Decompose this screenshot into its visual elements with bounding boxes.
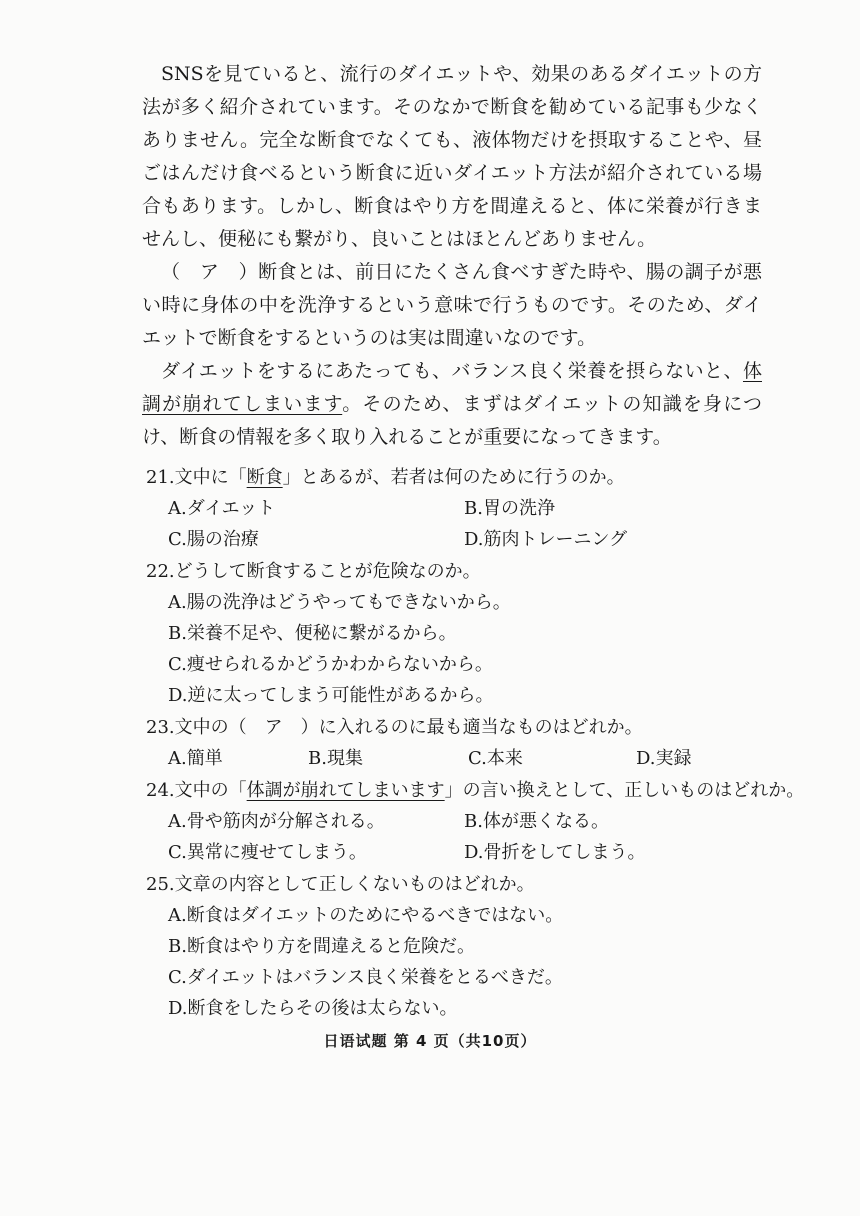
question-23: [146, 712, 786, 774]
question-22: [146, 556, 786, 711]
question-23-option-b[interactable]: B.現集: [308, 748, 363, 769]
question-24-stem-after: 」の言い換えとして、正しいものはどれか。: [444, 780, 805, 801]
question-21-stem: [146, 462, 786, 493]
question-22-stem: 22.どうして断食することが危険なのか。: [146, 561, 481, 582]
question-21-stem-underlined: 断食: [246, 467, 283, 488]
question-24-option-b[interactable]: B.体が悪くなる。: [464, 811, 609, 832]
question-21-stem-before: 21.文中に「: [146, 467, 247, 488]
question-24-option-a[interactable]: A.骨や筋肉が分解される。: [168, 811, 385, 832]
question-23-option-a[interactable]: A.簡単: [168, 748, 223, 769]
passage-p3-underlined: 体調が崩れてしまいます: [142, 360, 762, 415]
question-21-option-c[interactable]: C.腸の治療: [168, 529, 259, 550]
question-25-option-c[interactable]: C.ダイエットはバランス良く栄養をとるべきだ。: [168, 967, 563, 988]
question-24-stem: [146, 775, 805, 806]
question-22-option-c[interactable]: C.痩せられるかどうかわからないから。: [168, 654, 493, 675]
question-22-option-d[interactable]: D.逆に太ってしまう可能性があるから。: [168, 685, 494, 706]
question-25-option-d[interactable]: D.断食をしたらその後は太らない。: [168, 998, 458, 1019]
page-footer: 日语试题 第 4 页（共10页）: [323, 1032, 537, 1050]
question-list: [146, 462, 805, 1025]
passage-paragraph-3: [142, 355, 762, 454]
question-23-stem: 23.文中の（ ア ）に入れるのに最も適当なものはどれか。: [146, 717, 643, 738]
question-24-option-d[interactable]: D.骨折をしてしまう。: [464, 842, 646, 863]
question-24-stem-underlined: 体調が崩れてしまいます: [246, 780, 445, 801]
question-21-options: [168, 493, 786, 555]
question-21-option-b[interactable]: B.胃の洗浄: [464, 498, 555, 519]
question-24-stem-before: 24.文中の「: [146, 780, 247, 801]
passage-paragraph-2: （ ア ）断食とは、前日にたくさん食べすぎた時や、腸の調子が悪い時に身体の中を洗浄するという意味で行うものです。そのため、ダイエットで断食をするというのは実は間違いなのです。: [142, 261, 762, 349]
passage-p3-after: 。そのため、まずはダイエットの知識を身につけ、断食の情報を多く取り入れることが重要になってきます。: [142, 393, 763, 448]
reading-passage: [142, 58, 762, 454]
question-21: [146, 462, 786, 555]
question-25-options: [168, 900, 786, 1024]
passage-paragraph-1: SNSを見ていると、流行のダイエットや、効果のあるダイエットの方法が多く紹介されています。そのなかで断食を勧めている記事も少なくありません。完全な断食でなくても、液体物だけを摂取することや、昼ごはんだけ食べるという断食に近いダイエット方法が紹介されている場合もあります。しかし、断食はやり方を間違えると、体に栄養が行きませんし、便秘にも繋がり、良いことはほとんどありません。: [142, 63, 762, 250]
question-22-option-a[interactable]: A.腸の洗浄はどうやってもできないから。: [168, 592, 511, 613]
question-23-option-c[interactable]: C.本来: [468, 748, 523, 769]
question-25-option-a[interactable]: A.断食はダイエットのためにやるべきではない。: [168, 905, 564, 926]
question-22-option-b[interactable]: B.栄養不足や、便秘に繋がるから。: [168, 623, 457, 644]
question-21-stem-after: 」とあるが、若者は何のために行うのか。: [282, 467, 625, 488]
passage-p3-before: ダイエットをするにあたっても、バランス良く栄養を摂らないと、: [161, 360, 743, 382]
question-24-option-c[interactable]: C.異常に痩せてしまう。: [168, 842, 367, 863]
question-25: [146, 869, 786, 1024]
question-21-option-a[interactable]: A.ダイエット: [168, 498, 276, 519]
question-25-stem: 25.文章の内容として正しくないものはどれか。: [146, 874, 535, 895]
question-24-options: [168, 806, 786, 868]
question-21-option-d[interactable]: D.筋肉トレーニング: [464, 529, 628, 550]
question-24: [146, 775, 805, 868]
question-25-option-b[interactable]: B.断食はやり方を間違えると危険だ。: [168, 936, 475, 957]
question-22-options: [168, 587, 786, 711]
question-23-options: [168, 743, 786, 774]
question-23-option-d[interactable]: D.実録: [636, 748, 692, 769]
